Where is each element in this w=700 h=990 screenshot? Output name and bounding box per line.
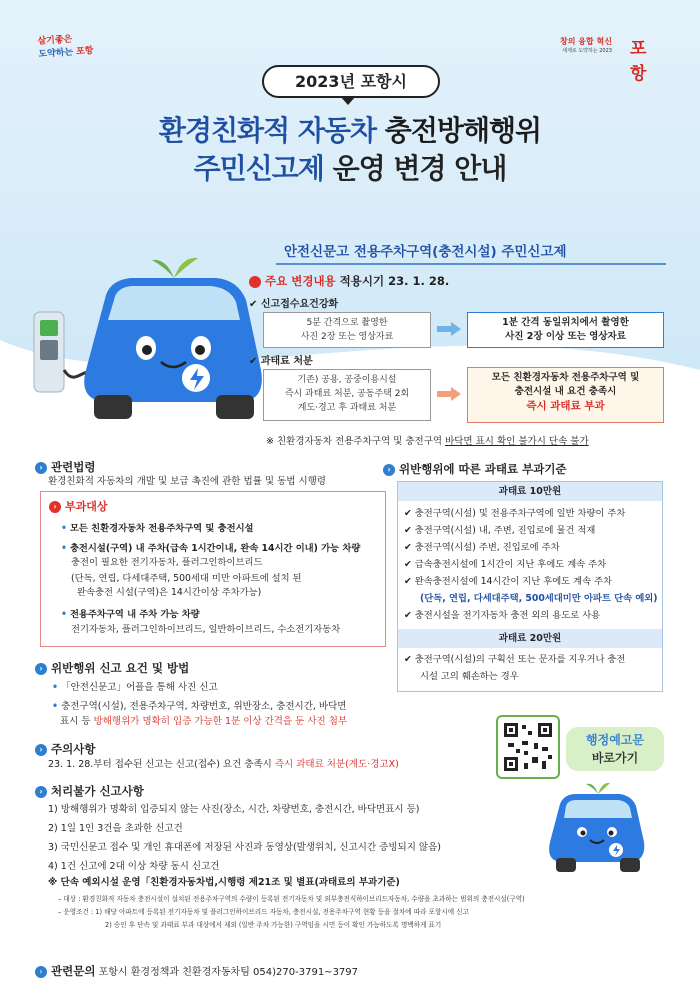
fine-row: ✔ 충전구역(시설) 주변, 진입로에 주차 [404, 542, 560, 553]
chevron-right-icon: › [249, 276, 261, 288]
chevron-right-icon: › [35, 462, 47, 474]
report-line: • 「안전신문고」어플을 통해 사진 신고 [52, 682, 218, 693]
target-line: 충전이 필요한 전기자동차, 플러그인하이브리드 [71, 557, 263, 568]
page-title-line1: 환경친화적 자동차 충전방해행위 [158, 114, 542, 147]
arrow-right-icon [437, 387, 461, 401]
target-box [40, 491, 386, 647]
notice-shortcut-button[interactable]: 행정예고문 바로가기 [566, 727, 664, 771]
section-law-heading: › 관련법령 [35, 459, 95, 475]
section-fines-heading: › 위반행위에 따른 과태료 부과기준 [383, 461, 567, 477]
caution-body: 23. 1. 28.부터 접수된 신고는 신고(접수) 요건 충족시 즉시 과태료 처분(계도·경고X) [48, 759, 399, 770]
page-title-line2: 주민신고제 운영 변경 안내 [193, 152, 507, 185]
list-item: 1) 방해행위가 명확히 입증되지 않는 사진(장소, 시간, 차량번호, 충전시간, 바닥면표시 등) [48, 804, 420, 815]
section-caution-heading: › 주의사항 [35, 741, 95, 757]
target-line: • 충전시설(구역) 내 주차(급속 1시간이내, 완속 14시간 이내) 가능 차량 [61, 543, 361, 554]
arrow-right-icon [437, 322, 461, 336]
fine-row: ✔ 급속충전시설에 1시간이 지난 후에도 계속 주차 [404, 559, 607, 570]
floor-marking-note: ※ 친환경자동차 전용주차구역 및 충전구역 바닥면 표시 확인 불가시 단속 불가 [266, 436, 589, 447]
old-report-requirement-box: 5분 간격으로 촬영한 사진 2장 또는 영상자료 [263, 312, 431, 348]
list-item: 4) 1건 신고에 2대 이상 차량 동시 신고건 [48, 861, 220, 872]
exception-heading: ※ 단속 예외시설 운영「친환경자동차법,시행령 제21조 및 별표(과태료의 부과기준) [48, 877, 400, 888]
ev-car-mascot-illustration [16, 250, 266, 440]
city-slogan-logo: 살기좋은 도약하는 포항 [37, 34, 94, 60]
section-report-heading: › 위반행위 신고 요건 및 방법 [35, 660, 189, 676]
list-item: 3) 국민신문고 접수 및 개인 휴대폰에 저장된 사진과 동영상(발생위치, 신고시간 증빙되지 않음) [48, 842, 441, 853]
fine-row: 시설 고의 훼손하는 경우 [420, 671, 519, 682]
chevron-right-icon: › [383, 464, 395, 476]
checklist-item-fine-disposition: ✔ 과태료 처분 [249, 356, 313, 367]
fines-header-100k: 과태료 10만원 [398, 482, 662, 501]
changes-heading: › 주요 변경내용 적용시기 23. 1. 28. [249, 273, 449, 289]
contact-info: › 관련문의 포항시 환경정책과 친환경자동차팀 054)270-3791~3797 [35, 963, 358, 979]
exception-note: – 운영조건 : 1) 해당 아파트에 등록된 전기자동차 및 플러그인하이브리드 자동차, 충전시설, 전용주차구역 현황 등을 절차에 따라 포항시에 신고 [58, 908, 469, 916]
new-fine-disposition-box: 모든 친환경자동차 전용주차구역 및 충전시설 내 요건 충족시 즉시 과태료 부과 [467, 367, 664, 423]
exception-note: – 대상 : 환경친화적 자동차 충전시설이 설치된 전용주차구역의 수량이 등록된 전기자동차 및 외부충전식하이브리드자동차, 수량을 초과하는 범위의 충전시설(구역) [58, 895, 525, 903]
fine-row: (단독, 연립, 다세대주택, 500세대미만 아파트 단속 예외) [420, 593, 658, 604]
target-line: • 전용주차구역 내 주차 가능 차량 [61, 609, 200, 620]
fine-row: ✔ 충전시설을 전기자동차 충전 외의 용도로 사용 [404, 610, 601, 621]
exception-note: 2) 승인 후 단속 및 과태료 부과 대상에서 제외 (일반 주차 가능한) 구역임을 시민 등이 확인 가능하도록 명백하게 표기 [105, 921, 442, 929]
fine-row: ✔ 충전구역(시설) 내, 주변, 진입로에 물건 적재 [404, 525, 596, 536]
target-line: 전기자동차, 플러그인하이브리드, 일반하이브리드, 수소전기자동차 [71, 624, 341, 635]
chevron-right-icon: › [35, 786, 47, 798]
chevron-right-icon: › [35, 663, 47, 675]
year-badge: 2023년 포항시 [262, 65, 440, 98]
fine-row: ✔ 충전구역(시설)의 구획선 또는 문자를 지우거나 충전 [404, 654, 626, 665]
chevron-right-icon: › [35, 744, 47, 756]
subtitle-underline [276, 263, 666, 265]
report-line: • 충전구역(시설), 전용주차구역, 차량번호, 위반장소, 충전시간, 바닥면 [52, 701, 347, 712]
chevron-right-icon: › [49, 501, 61, 513]
target-heading: › 부과대상 [49, 498, 108, 514]
report-line: 표시 등 방해행위가 명확히 입증 가능한 1분 이상 간격을 둔 사진 첨부 [60, 716, 348, 727]
chevron-right-icon: › [35, 966, 47, 978]
checklist-item-report-requirement: ✔ 신고접수요건강화 [249, 299, 339, 310]
target-line: 완속충전 시설(구역)은 14시간이상 주차가능) [77, 587, 262, 598]
old-fine-disposition-box: 기존) 공용, 공중이용시설 즉시 과태료 처분, 공동주택 2회 계도·경고 후 과태료 처분 [263, 369, 431, 421]
year-badge-tail [340, 96, 356, 105]
changes-subtitle: 안전신문고 전용주차구역(충전시설) 주민신고제 [284, 244, 567, 260]
new-report-requirement-box: 1분 간격 동일위치에서 촬영한 사진 2장 이상 또는 영상자료 [467, 312, 664, 348]
qr-code[interactable] [496, 715, 560, 779]
fine-row: ✔ 완속충전시설에 14시간이 지난 후에도 계속 주차 [404, 576, 612, 587]
list-item: 2) 1일 1인 3건을 초과한 신고건 [48, 823, 183, 834]
target-line: • 모든 친환경자동차 전용주차구역 및 충전시설 [61, 523, 254, 534]
fines-table [397, 481, 663, 692]
fine-row: ✔ 충전구역(시설) 및 전용주차구역에 일반 차량이 주차 [404, 508, 626, 519]
law-body: 환경친화적 자동차의 개발 및 보급 촉진에 관한 법률 및 동법 시행령 [48, 476, 326, 487]
city-brand-logo: 창의 융합 혁신 세계로 도약하는 2023 포항 [560, 37, 647, 84]
ev-car-mascot-small [520, 780, 660, 880]
section-not-processed-heading: › 처리불가 신고사항 [35, 783, 144, 799]
fines-header-200k: 과태료 20만원 [398, 629, 662, 648]
target-line: (단독, 연립, 다세대주택, 500세대 미만 아파트에 설치 된 [71, 573, 302, 584]
